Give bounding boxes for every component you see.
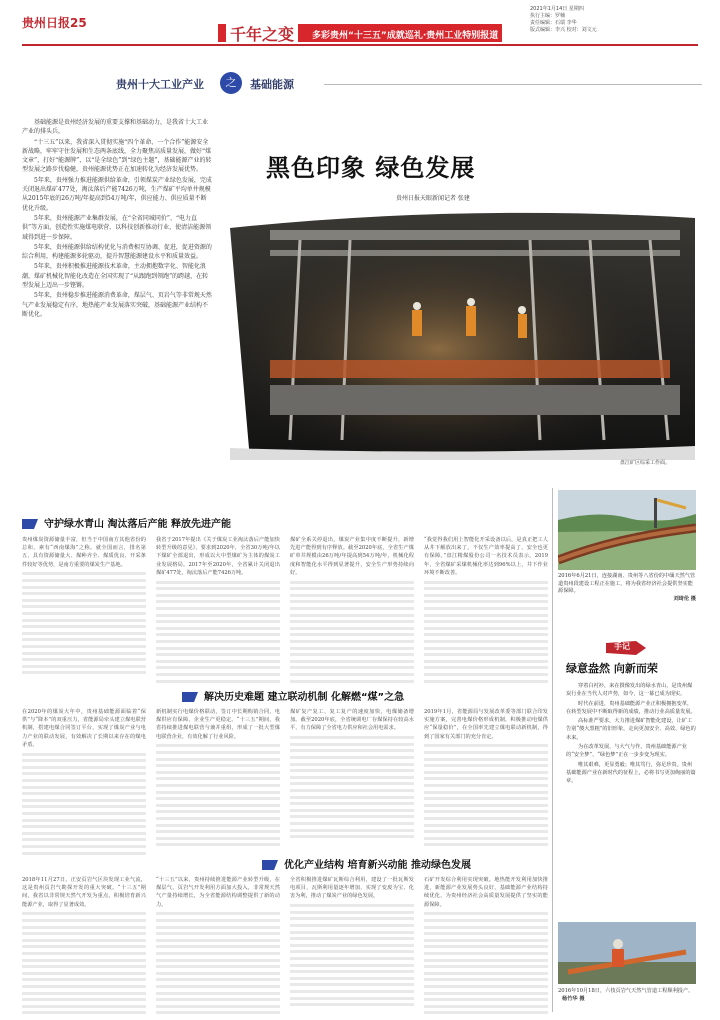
text-column: “我觉得我们用上智能化开采设备以后，是真正把工人从井下解放出来了，不仅生产效率提高了，安全也更有保障。”盘江精煤股份公司一名技术员表示。2019年，全省煤矿采煤机械化率达到96%以上，井下作业环境不断改善。 — [424, 536, 548, 684]
text-column: 煤矿全系关停退出，煤炭产业集中度不断提升，新增先进产能得到有序释放。截至2020年底，全省生产煤矿单井规模由26万吨/年提高到54万吨/年，机械化程度和智能化水平得到显著提升，安全生产形势持续向好。 — [290, 536, 414, 684]
photo-credit: 刘琦伦 摄 — [673, 595, 696, 602]
section-2-body — [22, 708, 548, 834]
kicker-right: 基础能源 — [250, 78, 294, 91]
intro-column — [22, 118, 212, 320]
main-photo-coal-mine — [230, 210, 695, 460]
intro-paragraph: 5年来，贵州能源供给结构优化与消费相互协调、促进，促进资源的综合利用，构建能源多轮驱动，提升智慧能源建设水平和质量效益。 — [22, 243, 212, 261]
editor-note-title: 绿意盎然 向新而荣 — [566, 662, 658, 675]
pipeline-photo — [558, 490, 696, 570]
kicker-left: 贵州十大工业产业 — [116, 78, 204, 91]
header-rule — [22, 44, 698, 46]
intro-paragraph: “十三五”以来，我省深入贯彻实施“四个革命、一个合作”能源安全新战略，牢牢守住发展和生态两条底线，全力聚焦高质量发展，做好“煤文章”，打好“能源牌”，以“是全绿色”到“绿色主题”，基础能源产业的转型发展之路步伐稳健，贵州能源优势正在加速转化为经济发展优势。 — [22, 138, 212, 174]
text-column: 2019年1月，省能源局与发展改革委等部门联合印发实施方案，完善电煤价格形成机制，积极推动电煤供应“保量稳价”，在全国率先建立煤电联动新机制，得到了国家有关部门的充分肯定。 — [424, 708, 548, 848]
note-paragraph: 唯其艰难，更显勇毅；唯其笃行，弥足珍贵。贵州基础能源产业在新时代的征程上，必将书写更加绚丽的篇章。 — [566, 761, 696, 785]
note-paragraph: 时代在前进，贵州基础能源产业正积极拥抱变革，在转型发展中不断取得新的成绩，推动行业高质量发展。 — [566, 700, 696, 715]
text-column: 石矿开发综合利用实现突破。地热能开发利用加快推进，新能源产业发展势头良好，基础能源产业结构持续优化，为贵州经济社会高质量发展提供了坚实的能源保障。 — [424, 876, 548, 1016]
section-3-body — [22, 876, 548, 1008]
note-paragraph: 为在改革发展、与大气与作，贵州基础能源产业的“安全梦”、“绿色梦”正在一步步变为现实。 — [566, 744, 687, 759]
section-kicker — [102, 72, 702, 96]
worker-photo-caption: 2016年10月18日，六枝页岩气天然气管道工程顺利投产。 杨竹华 摄 — [558, 988, 694, 1002]
banner-subtitle: 多彩贵州“十三五”成就巡礼·贵州工业特别报道 — [312, 31, 499, 41]
text-column: 在2020年的煤炭大年中，贵州基础能源面临着“保供”与“降本”的双重压力，省能源局牵头建立煤电联营机制，搭建电煤合同签订平台，实现了煤炭产业与电力产业的联动发展，有效解决了长期以来存在的煤电矛盾。 — [22, 708, 146, 856]
paper-name: 贵州日报25 — [22, 16, 87, 30]
editor-note-body — [566, 682, 696, 787]
page-headline: 黑色印象 绿色发展 — [266, 154, 476, 182]
text-column: 新机制实行电煤价格联动，签订中长期购销合同，电煤供应有保障，企业生产更稳定。“十三五”期间，我省持续推进煤电联营与兼并重组，形成了一批大型煤电联营企业，有效化解了行业风险。 — [156, 708, 280, 848]
byline: 贵州日报天眼新闻记者 张建 — [396, 195, 470, 202]
intro-paragraph: 5年来，贵州稳步推进能源消费革命，煤层气、页岩气等非常规天然气产业发展稳定有序，地热能产业发展落实突破，基础能源产业结构不断优化。 — [22, 292, 212, 318]
photo-credit: 杨竹华 摄 — [562, 995, 585, 1002]
edition-meta: 2021年1月14日 星期四 执行主编：罗楠 责任编辑：石瑞 李华 版式编辑：李兴 校对：刘文元 — [530, 6, 597, 33]
kicker-rule — [324, 84, 702, 85]
worker-photo — [558, 922, 696, 984]
text-column: 煤矿复产复工、复工复产的速度加快，电煤储备增加。截至2020年底，全省统调电厂存煤保持在较高水平，有力保障了全省电力供应和社会用电需求。 — [290, 708, 414, 840]
section-heading-3: 优化产业结构 培育新兴动能 推动绿色发展 — [262, 856, 471, 871]
editor-note-tag — [606, 640, 646, 659]
banner-title: 千年之变 — [226, 22, 298, 45]
text-column: 2018年11月27日，正安页岩气区块发现工业气流，这是贵州页岩气勘探开发的重大突破。“十三五”期间，我省以非常规天然气开发为重点，积极培育新兴能源产业，取得了显著成效。 — [22, 876, 146, 1016]
section-heading-1: 守护绿水青山 淘汰落后产能 释放先进产能 — [22, 515, 231, 530]
column-divider — [552, 488, 553, 1012]
text-column: 贵州煤炭资源储量丰富，但当于中国南方其他省份的总和，素有“西南煤海”之称。就全国而言，排名第五，具有资源储量大、煤种齐全、煤质优良、开采条件较好等优势，是南方重要的煤炭生产基地。 — [22, 536, 146, 676]
intro-paragraph: 5年来，贵州积极推进能源技术革命，主动拥抱数字化、智能化浪潮，煤矿机械化智能化改造在全国实现了“从跟跑到领跑”的跨越，在转型发展上迈出一步铿锵。 — [22, 263, 209, 290]
section-marker-icon — [262, 860, 278, 870]
text-column: 全省积极推进煤矿瓦斯综合利用，建设了一批瓦斯发电项目，瓦斯利用量逐年增加，实现了变废为宝、化害为利，推动了煤炭产业的绿色发展。 — [290, 876, 414, 1008]
intro-paragraph: 5年来，贵州能源产业集群发展，在“全省同城同价”、“电力直供”等方面，创造性实施煤电联营，以科技创新推动行业，使清洁能源领域得到进一步保障。 — [22, 214, 212, 241]
intro-paragraph: 5年来，贵州强力推进能源供给革命，引领煤炭产业绿色发展，完成关闭退出煤矿477处，淘汰落后产能7426万吨，生产煤矿平均单井规模从2015年底的26万吨/年提高到54万吨/年，供应能力、供应质量不断优化升级。 — [22, 176, 212, 212]
note-paragraph: 穿着白衬衫，来在摄像发出的绿水青山，是贵州煤炭行业在当代人对声势，如今，这一幕已成为现实。 — [566, 683, 693, 698]
main-photo-caption: 盘江矿区综采工作面。 — [620, 460, 671, 466]
pipeline-photo-caption: 2016年6月21日，连接湖南、贵州等八省份的中缅天然气管道贵州段建设工程正在施工，将为我省经济社会提供坚实能源保障。 刘琦伦 摄 — [558, 573, 696, 602]
text-column: “十三五”以来，贵州持续推进能源产业转型升级，在煤层气、页岩气开发利用方面加大投入，非常规天然气产量持续增长，为全省能源结构调整提供了新的动力。 — [156, 876, 280, 1016]
section-marker-icon — [182, 692, 198, 702]
section-heading-2: 解决历史难题 建立联动机制 化解燃“煤”之急 — [182, 688, 404, 703]
kicker-connector: 之 — [220, 72, 242, 94]
section-1-body — [22, 536, 548, 664]
note-tag-label: 手记 — [614, 642, 630, 651]
intro-paragraph: 基础能源是贵州经济发展的重要支撑和基础动力，是我省十大工业产业的排头兵。 — [22, 119, 209, 136]
note-paragraph: 高标准严要求，大力推进煤矿智能化建设，让矿工告别“傻大黑粗”的旧形象，走向更加安全、高效、绿色的未来。 — [566, 718, 696, 741]
section-marker-icon — [22, 519, 38, 529]
text-column: 我省于2017年提出《关于煤炭工业淘汰落后产能加快转型升级的意见》，要求到2020年，全省30万吨/年以下煤矿全部退出，形成以大中型煤矿为主体的煤炭工业发展格局。2017年至2020年，全省累计关闭退出煤矿477处，淘汰落后产能7426万吨。 — [156, 536, 280, 684]
